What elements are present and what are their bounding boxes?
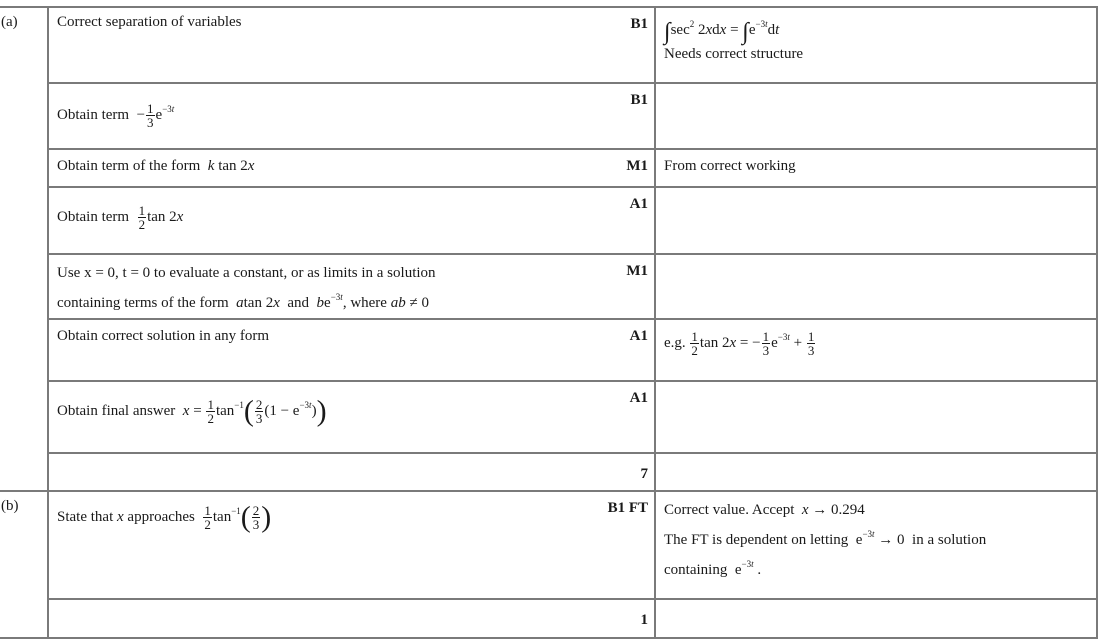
answer-cell: State that x approaches $\frac{1}{2}$ $\tan^{-1}$( $\frac{2}{3}$ ) B1 FT (48, 491, 655, 599)
mark-code: B1 (630, 92, 648, 108)
answer-cell (48, 453, 655, 491)
mark-code: A1 (629, 390, 648, 406)
table-row-total (0, 599, 1097, 638)
mark-code: B1 FT (607, 500, 648, 516)
answer-math: $\frac{1}{2}$ tan 2x (138, 203, 184, 232)
mark-code: B1 (630, 16, 648, 32)
part-label-text: (b) (1, 498, 19, 514)
answer-math: x = $\frac{1}{2}$ $\tan^{-1}$( $\frac{2}{3}$ $(1 - e^{-3t})$) (182, 394, 327, 428)
table-row-total (0, 453, 1097, 491)
answer-cell (48, 254, 655, 319)
guidance-equation: $\int\sec^2$ $2xdx = \int e^{-3t}dt$ (664, 19, 780, 45)
answer-text: Obtain term (57, 106, 130, 123)
mark-code: A1 (629, 196, 648, 212)
answer-text: Obtain final answer (57, 402, 176, 419)
guidance-example: e.g. $\frac{1}{2}$ tan 2x = − $\frac{1}{3}$ $e^{-3t}$ + $\frac{1}{3}$ (664, 329, 815, 358)
answer-cell (48, 599, 655, 638)
guidance-text: Needs correct structure (664, 46, 804, 62)
answer-text: Use x = 0, t = 0 to evaluate a constant, or as limits in a solution (57, 265, 436, 281)
answer-text-line2: containing terms of the form atan 2x and $be^{-3t}$, where ab ≠ 0 (57, 292, 429, 311)
guidance-text: containing $e^{-3t}$ . (664, 559, 762, 578)
part-label-a (0, 7, 48, 491)
table-row (0, 254, 1097, 319)
mark-code: A1 (629, 328, 648, 344)
mark-scheme-table (0, 6, 1098, 639)
guidance-cell (655, 187, 1097, 254)
guidance-cell (655, 599, 1097, 638)
guidance-text: The FT is dependent on letting $e^{-3t} \to 0$ in a solution (664, 529, 987, 548)
answer-cell (48, 187, 655, 254)
mark-code: M1 (626, 263, 648, 279)
answer-cell (48, 83, 655, 149)
guidance-cell (655, 491, 1097, 599)
table-row (0, 319, 1097, 381)
answer-math: $\frac{1}{2}$ $\tan^{-1}$( $\frac{2}{3}$ ) (204, 500, 272, 534)
guidance-cell (655, 7, 1097, 83)
answer-math: − $\frac{1}{3}$ $e^{-3t}$ (132, 101, 175, 130)
table-row (0, 381, 1097, 453)
answer-text: Obtain term of the form (57, 158, 201, 174)
guidance-text: From correct working (664, 158, 796, 174)
answer-cell (48, 149, 655, 187)
answer-text: Obtain term (57, 208, 130, 225)
answer-math: k tan 2x (207, 158, 255, 174)
part-label-b (0, 491, 48, 638)
answer-cell (48, 7, 655, 83)
answer-cell (48, 381, 655, 453)
guidance-cell (655, 453, 1097, 491)
mark-total: 7 (640, 466, 648, 482)
guidance-cell (655, 319, 1097, 381)
table-row (0, 149, 1097, 187)
table-row (0, 7, 1097, 83)
guidance-cell (655, 254, 1097, 319)
answer-text: State that (57, 508, 114, 525)
part-label-text: (a) (1, 14, 18, 30)
guidance-cell (655, 149, 1097, 187)
mark-code: M1 (626, 158, 648, 174)
table-row (0, 83, 1097, 149)
table-row (0, 491, 1097, 599)
mark-total: 1 (640, 612, 648, 628)
answer-text: Correct separation of variables (57, 14, 242, 30)
guidance-cell (655, 381, 1097, 453)
table-row (0, 187, 1097, 254)
answer-cell (48, 319, 655, 381)
guidance-cell (655, 83, 1097, 149)
guidance-text: Correct value. Accept x → 0.294 (664, 502, 865, 518)
answer-text: Obtain correct solution in any form (57, 328, 270, 344)
